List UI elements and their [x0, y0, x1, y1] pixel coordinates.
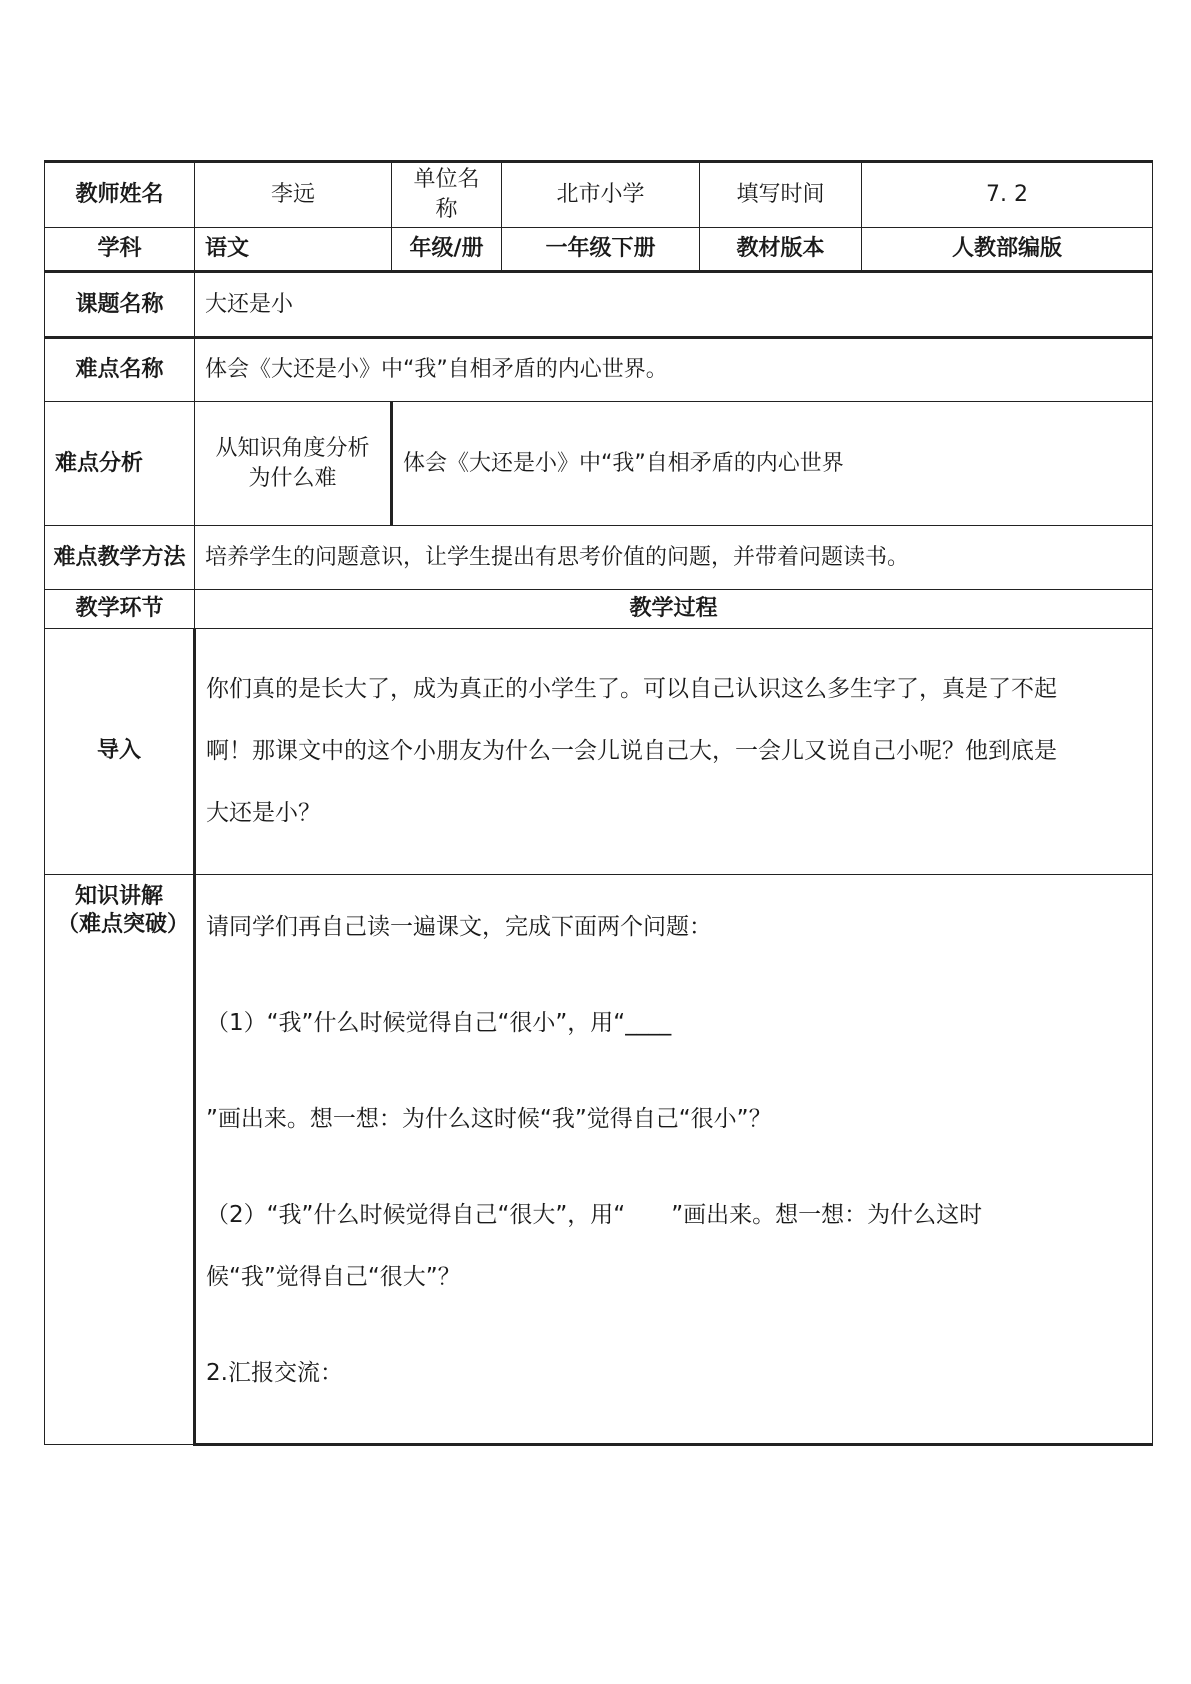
header-row-2 — [45, 228, 1153, 272]
subject-value: 语文 — [195, 228, 392, 272]
topic-row — [45, 272, 1153, 338]
teacher-name-label: 教师姓名 — [45, 162, 195, 228]
topic-label: 课题名称 — [45, 272, 195, 338]
intro-line: 啊！那课文中的这个小朋友为什么一会儿说自己大，一会儿又说自己小呢？他到底是 — [206, 738, 1057, 765]
difficulty-row — [45, 338, 1153, 402]
edition-value: 人教部编版 — [862, 228, 1153, 272]
difficulty-value: 体会《大还是小》中“我”自相矛盾的内心世界。 — [195, 338, 1153, 402]
analysis-sub-label: 从知识角度分析为什么难 — [195, 402, 392, 526]
lesson-plan-table — [44, 160, 1153, 1446]
difficulty-label: 难点名称 — [45, 338, 195, 402]
knowledge-label: 知识讲解（难点突破） — [45, 874, 195, 1444]
fill-time-value: 7. 2 — [862, 162, 1153, 228]
lesson-plan-sheet — [44, 160, 1152, 1446]
process-header-row — [45, 590, 1153, 629]
intro-line: 大还是小？ — [206, 800, 321, 827]
analysis-row — [45, 402, 1153, 526]
knowledge-paragraph: 请同学们再自己读一遍课文，完成下面两个问题： — [206, 913, 712, 940]
teacher-name-value: 李远 — [195, 162, 392, 228]
method-value: 培养学生的问题意识，让学生提出有思考价值的问题，并带着问题读书。 — [195, 526, 1153, 590]
intro-row — [45, 628, 1153, 874]
analysis-label: 难点分析 — [45, 402, 195, 526]
unit-name-value: 北市小学 — [502, 162, 700, 228]
fill-time-label: 填写时间 — [700, 162, 862, 228]
knowledge-row — [45, 874, 1153, 1444]
edition-label: 教材版本 — [700, 228, 862, 272]
grade-value: 一年级下册 — [502, 228, 700, 272]
knowledge-paragraph: （2）“我”什么时候觉得自己“很大”，用“ ”画出来。想一想：为什么这时 — [206, 1201, 983, 1228]
step-header: 教学环节 — [45, 590, 195, 629]
knowledge-paragraph: 2.汇报交流： — [206, 1359, 343, 1386]
method-label: 难点教学方法 — [45, 526, 195, 590]
intro-body — [195, 628, 1153, 874]
intro-label: 导入 — [45, 628, 195, 874]
topic-value: 大还是小 — [195, 272, 1153, 338]
knowledge-paragraph: ”画出来。想一想：为什么这时候“我”觉得自己“很小”？ — [206, 1105, 772, 1132]
process-header: 教学过程 — [195, 590, 1153, 629]
knowledge-paragraph: 候“我”觉得自己“很大”？ — [206, 1263, 461, 1290]
header-row-1 — [45, 162, 1153, 228]
grade-label: 年级/册 — [392, 228, 502, 272]
knowledge-body — [195, 874, 1153, 1444]
analysis-value: 体会《大还是小》中“我”自相矛盾的内心世界 — [392, 402, 1153, 526]
intro-line: 你们真的是长大了，成为真正的小学生了。可以自己认识这么多生字了，真是了不起 — [206, 676, 1057, 703]
method-row — [45, 526, 1153, 590]
unit-name-label: 单位名称 — [392, 162, 502, 228]
knowledge-paragraph: （1）“我”什么时候觉得自己“很小”，用“____ — [206, 1009, 672, 1036]
subject-label: 学科 — [45, 228, 195, 272]
